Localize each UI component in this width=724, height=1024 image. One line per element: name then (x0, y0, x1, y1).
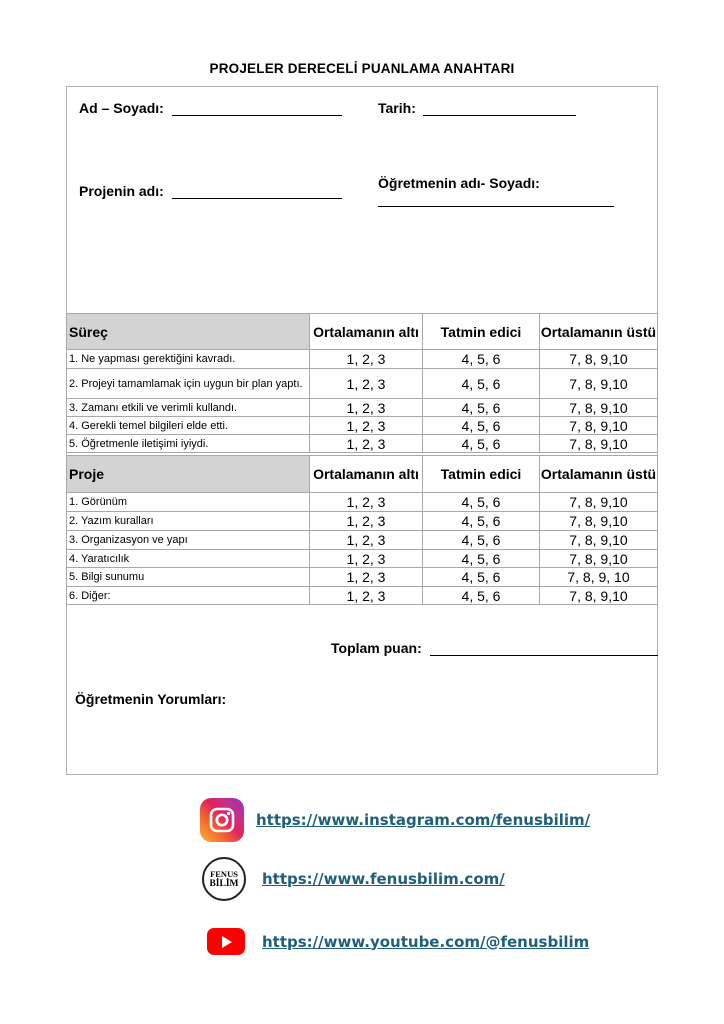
ogretmenin-adi-label: Öğretmenin adı- Soyadı: (378, 175, 540, 191)
score-high-cell: 7, 8, 9,10 (540, 369, 658, 399)
score-low-cell: 1, 2, 3 (310, 568, 423, 587)
ogretmenin-adi-field[interactable] (378, 206, 614, 207)
column-header-high: Ortalamanın üstü (540, 456, 658, 493)
score-mid-cell: 4, 5, 6 (423, 550, 540, 568)
score-mid-cell: 4, 5, 6 (423, 435, 540, 453)
ad-soyadi-label: Ad – Soyadı: (79, 100, 164, 116)
score-low-cell: 1, 2, 3 (310, 350, 423, 369)
score-mid-cell: 4, 5, 6 (423, 493, 540, 512)
toplam-puan-field[interactable] (430, 655, 658, 656)
score-mid-cell: 4, 5, 6 (423, 369, 540, 399)
score-mid-cell: 4, 5, 6 (423, 568, 540, 587)
score-high-cell: 7, 8, 9,10 (540, 350, 658, 369)
proje-section-header: Proje (67, 456, 310, 493)
column-header-low: Ortalamanın altı (310, 456, 423, 493)
criterion-cell: 2. Projeyi tamamlamak için uygun bir plan yaptı. (67, 369, 310, 399)
fenusbilim-logo-icon[interactable] (202, 857, 246, 901)
score-high-cell: 7, 8, 9,10 (540, 493, 658, 512)
table-row (67, 350, 658, 369)
instagram-link[interactable]: https://www.instagram.com/fenusbilim/ (256, 811, 591, 829)
score-low-cell: 1, 2, 3 (310, 512, 423, 531)
score-mid-cell: 4, 5, 6 (423, 531, 540, 550)
score-high-cell: 7, 8, 9,10 (540, 550, 658, 568)
criterion-cell: 3. Organizasyon ve yapı (67, 531, 310, 550)
table-row (67, 369, 658, 399)
tarih-field[interactable] (423, 115, 576, 116)
score-high-cell: 7, 8, 9,10 (540, 587, 658, 605)
website-row (202, 857, 505, 901)
projenin-adi-field[interactable] (172, 198, 342, 199)
score-high-cell: 7, 8, 9,10 (540, 435, 658, 453)
score-low-cell: 1, 2, 3 (310, 531, 423, 550)
table-row (67, 550, 658, 568)
criterion-cell: 5. Öğretmenle iletişimi iyiydi. (67, 435, 310, 453)
projenin-adi-label: Projenin adı: (79, 183, 164, 199)
proje-table (66, 455, 658, 605)
website-link[interactable]: https://www.fenusbilim.com/ (262, 870, 505, 888)
toplam-puan-label: Toplam puan: (331, 640, 422, 656)
table-row (67, 568, 658, 587)
table-row (67, 587, 658, 605)
criterion-cell: 1. Görünüm (67, 493, 310, 512)
surec-table (66, 313, 658, 453)
table-row (67, 435, 658, 453)
logo-text-top: FENUS (210, 869, 238, 879)
score-low-cell: 1, 2, 3 (310, 550, 423, 568)
score-low-cell: 1, 2, 3 (310, 369, 423, 399)
table-row (67, 512, 658, 531)
table-row (67, 531, 658, 550)
table-row (67, 417, 658, 435)
logo-text-bottom: BİLİM (209, 879, 239, 889)
column-header-low: Ortalamanın altı (310, 314, 423, 350)
ad-soyadi-field[interactable] (172, 115, 342, 116)
criterion-cell: 2. Yazım kuralları (67, 512, 310, 531)
criterion-cell: 4. Yaratıcılık (67, 550, 310, 568)
score-low-cell: 1, 2, 3 (310, 435, 423, 453)
score-high-cell: 7, 8, 9,10 (540, 512, 658, 531)
score-mid-cell: 4, 5, 6 (423, 399, 540, 417)
criterion-cell: 3. Zamanı etkili ve verimli kullandı. (67, 399, 310, 417)
score-high-cell: 7, 8, 9, 10 (540, 568, 658, 587)
score-low-cell: 1, 2, 3 (310, 399, 423, 417)
criterion-cell: 1. Ne yapması gerektiğini kavradı. (67, 350, 310, 369)
score-high-cell: 7, 8, 9,10 (540, 531, 658, 550)
ogretmen-yorumlari-label: Öğretmenin Yorumları: (75, 691, 227, 707)
criterion-cell: 4. Gerekli temel bilgileri elde etti. (67, 417, 310, 435)
document-title: PROJELER DERECELİ PUANLAMA ANAHTARI (209, 61, 515, 76)
youtube-icon[interactable] (207, 928, 245, 955)
score-high-cell: 7, 8, 9,10 (540, 417, 658, 435)
table-row (67, 399, 658, 417)
surec-section-header: Süreç (67, 314, 310, 350)
instagram-row (200, 798, 590, 842)
youtube-row (207, 928, 589, 955)
score-low-cell: 1, 2, 3 (310, 417, 423, 435)
column-header-mid: Tatmin edici (423, 314, 540, 350)
score-mid-cell: 4, 5, 6 (423, 512, 540, 531)
column-header-mid: Tatmin edici (423, 456, 540, 493)
instagram-icon[interactable] (200, 798, 244, 842)
youtube-link[interactable]: https://www.youtube.com/@fenusbilim (262, 932, 590, 951)
score-mid-cell: 4, 5, 6 (423, 587, 540, 605)
score-low-cell: 1, 2, 3 (310, 587, 423, 605)
score-low-cell: 1, 2, 3 (310, 493, 423, 512)
table-row (67, 493, 658, 512)
criterion-cell: 6. Diğer: (67, 587, 310, 605)
score-high-cell: 7, 8, 9,10 (540, 399, 658, 417)
tarih-label: Tarih: (378, 100, 416, 116)
criterion-cell: 5. Bilgi sunumu (67, 568, 310, 587)
score-mid-cell: 4, 5, 6 (423, 417, 540, 435)
column-header-high: Ortalamanın üstü (540, 314, 658, 350)
score-mid-cell: 4, 5, 6 (423, 350, 540, 369)
